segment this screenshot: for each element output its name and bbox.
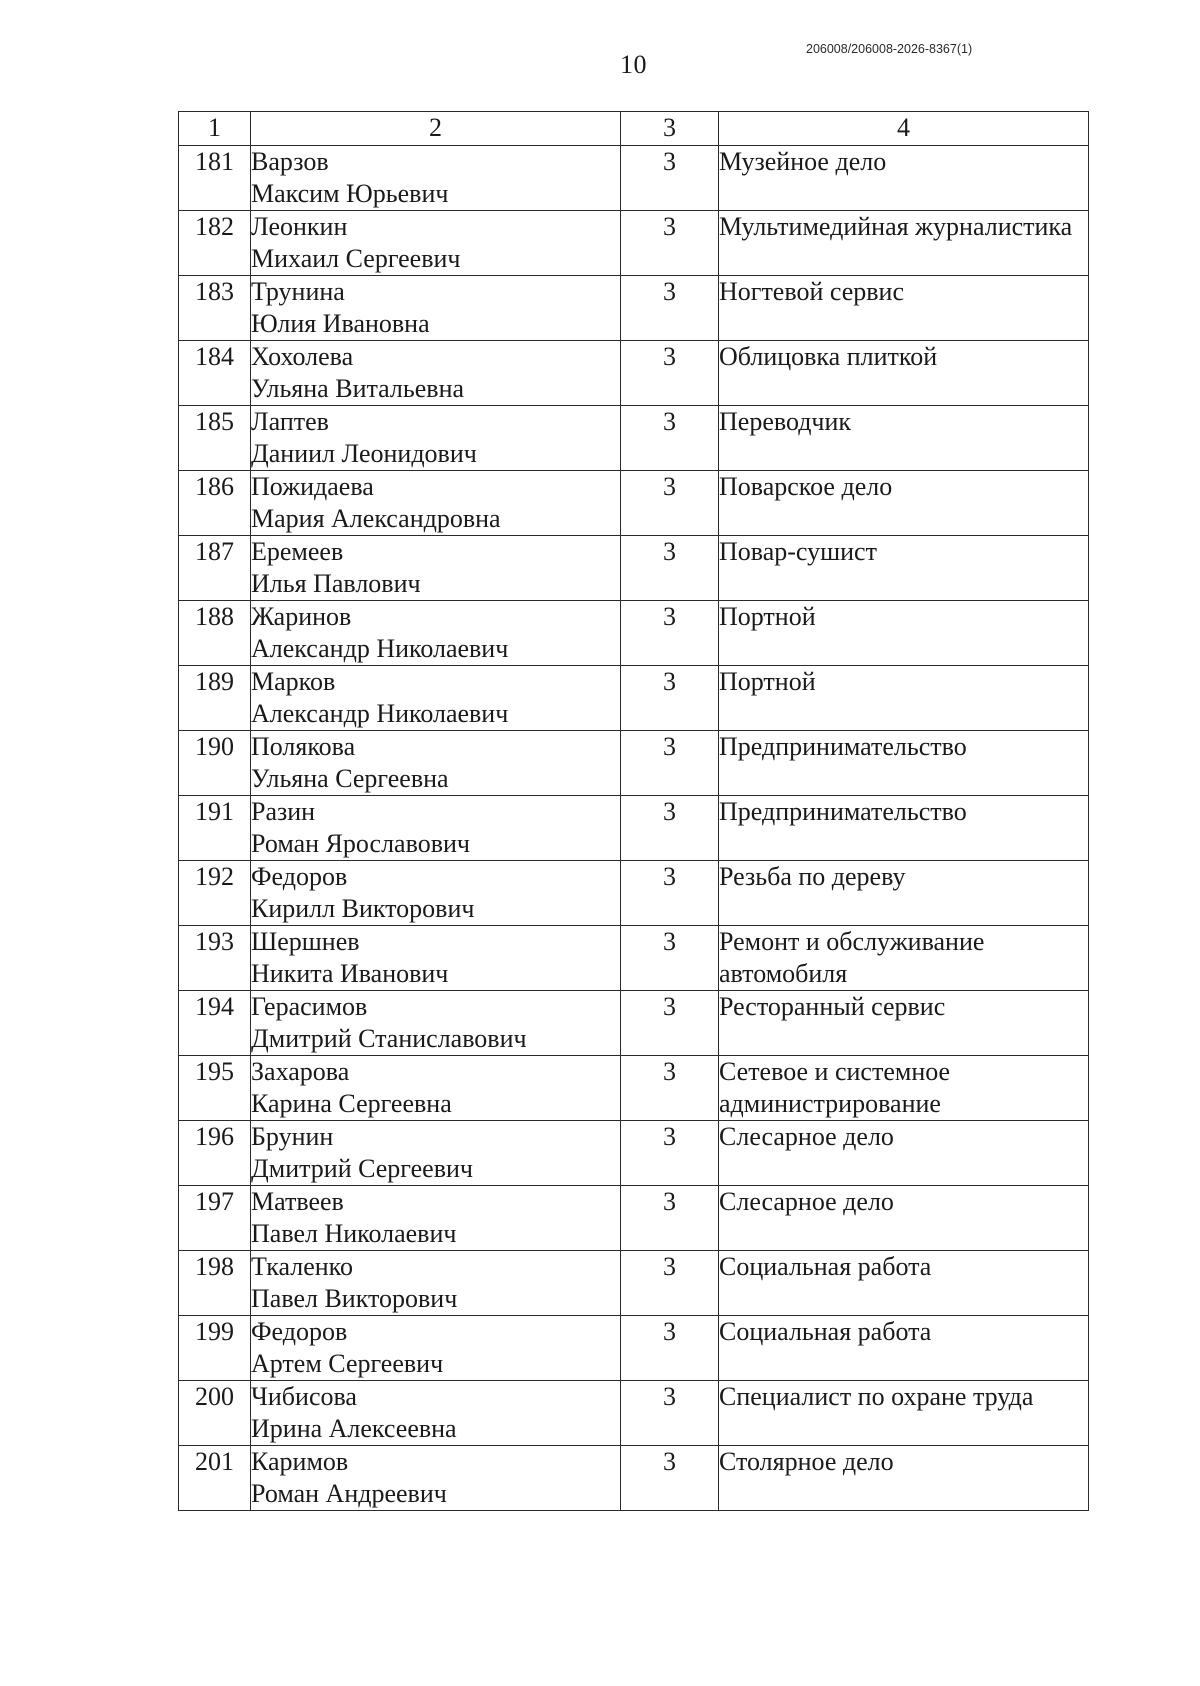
table-row <box>179 1446 1089 1511</box>
table-row <box>179 536 1089 601</box>
table-row <box>179 1381 1089 1446</box>
specialty: Ресторанный сервис <box>719 991 1089 1056</box>
table-row <box>179 861 1089 926</box>
person-name <box>251 1446 621 1511</box>
row-number: 185 <box>179 406 251 471</box>
table-row <box>179 146 1089 211</box>
row-number: 183 <box>179 276 251 341</box>
given-names: Даниил Леонидович <box>251 439 477 468</box>
specialty: Столярное дело <box>719 1446 1089 1511</box>
category: 3 <box>621 536 719 601</box>
row-number: 186 <box>179 471 251 536</box>
surname: Федоров <box>251 862 348 891</box>
surname: Разин <box>251 797 316 826</box>
given-names: Александр Николаевич <box>251 699 509 728</box>
table-row <box>179 1056 1089 1121</box>
row-number: 192 <box>179 861 251 926</box>
specialty: Специалист по охране труда <box>719 1381 1089 1446</box>
table-row <box>179 991 1089 1056</box>
specialty: Социальная работа <box>719 1316 1089 1381</box>
row-number: 191 <box>179 796 251 861</box>
category: 3 <box>621 1381 719 1446</box>
header-cell-2: 2 <box>251 112 621 146</box>
row-number: 181 <box>179 146 251 211</box>
surname: Шершнев <box>251 927 360 956</box>
header-cell-1: 1 <box>179 112 251 146</box>
category: 3 <box>621 926 719 991</box>
specialty: Портной <box>719 666 1089 731</box>
surname: Трунина <box>251 277 345 306</box>
table-header <box>179 112 1089 146</box>
given-names: Максим Юрьевич <box>251 179 449 208</box>
row-number: 200 <box>179 1381 251 1446</box>
given-names: Роман Ярославович <box>251 829 470 858</box>
table-row <box>179 341 1089 406</box>
surname: Леонкин <box>251 212 348 241</box>
table-row <box>179 1251 1089 1316</box>
page-number: 10 <box>620 50 647 79</box>
person-name <box>251 1251 621 1316</box>
row-number: 196 <box>179 1121 251 1186</box>
surname: Жаринов <box>251 602 352 631</box>
category: 3 <box>621 796 719 861</box>
surname: Полякова <box>251 732 356 761</box>
table-row <box>179 926 1089 991</box>
person-name <box>251 341 621 406</box>
specialty: Ногтевой сервис <box>719 276 1089 341</box>
category: 3 <box>621 211 719 276</box>
given-names: Артем Сергеевич <box>251 1349 444 1378</box>
person-name <box>251 1381 621 1446</box>
surname: Ткаленко <box>251 1252 353 1281</box>
person-name <box>251 276 621 341</box>
person-name <box>251 471 621 536</box>
given-names: Александр Николаевич <box>251 634 509 663</box>
person-name <box>251 406 621 471</box>
table-row <box>179 406 1089 471</box>
category: 3 <box>621 1316 719 1381</box>
category: 3 <box>621 1446 719 1511</box>
row-number: 190 <box>179 731 251 796</box>
specialty: Слесарное дело <box>719 1186 1089 1251</box>
category: 3 <box>621 406 719 471</box>
table-row <box>179 796 1089 861</box>
table-row <box>179 731 1089 796</box>
row-number: 193 <box>179 926 251 991</box>
table-row <box>179 211 1089 276</box>
row-number: 199 <box>179 1316 251 1381</box>
category: 3 <box>621 666 719 731</box>
given-names: Павел Николаевич <box>251 1219 457 1248</box>
table-row <box>179 1186 1089 1251</box>
row-number: 187 <box>179 536 251 601</box>
table-body <box>179 146 1089 1511</box>
category: 3 <box>621 1186 719 1251</box>
category: 3 <box>621 861 719 926</box>
given-names: Дмитрий Сергеевич <box>251 1154 473 1183</box>
category: 3 <box>621 1251 719 1316</box>
category: 3 <box>621 1056 719 1121</box>
category: 3 <box>621 731 719 796</box>
given-names: Ульяна Сергеевна <box>251 764 449 793</box>
person-name <box>251 601 621 666</box>
specialty: Облицовка плиткой <box>719 341 1089 406</box>
surname: Брунин <box>251 1122 334 1151</box>
given-names: Павел Викторович <box>251 1284 458 1313</box>
specialty: Ремонт и обслуживание автомобиля <box>719 926 1089 991</box>
specialty: Поварское дело <box>719 471 1089 536</box>
surname: Лаптев <box>251 407 329 436</box>
given-names: Дмитрий Станиславович <box>251 1024 527 1053</box>
header-row <box>179 112 1089 146</box>
given-names: Михаил Сергеевич <box>251 244 461 273</box>
person-name <box>251 666 621 731</box>
surname: Пожидаева <box>251 472 374 501</box>
person-name <box>251 146 621 211</box>
category: 3 <box>621 1121 719 1186</box>
person-name <box>251 1056 621 1121</box>
surname: Марков <box>251 667 336 696</box>
row-number: 182 <box>179 211 251 276</box>
row-number: 195 <box>179 1056 251 1121</box>
given-names: Роман Андреевич <box>251 1479 447 1508</box>
specialty: Портной <box>719 601 1089 666</box>
person-name <box>251 211 621 276</box>
person-name <box>251 796 621 861</box>
specialty: Музейное дело <box>719 146 1089 211</box>
row-number: 189 <box>179 666 251 731</box>
table-row <box>179 276 1089 341</box>
given-names: Илья Павлович <box>251 569 421 598</box>
person-name <box>251 1121 621 1186</box>
category: 3 <box>621 601 719 666</box>
given-names: Никита Иванович <box>251 959 449 988</box>
person-name <box>251 536 621 601</box>
table-row <box>179 601 1089 666</box>
surname: Каримов <box>251 1447 349 1476</box>
surname: Матвеев <box>251 1187 344 1216</box>
table-row <box>179 471 1089 536</box>
surname: Хохолева <box>251 342 354 371</box>
specialty: Слесарное дело <box>719 1121 1089 1186</box>
specialty: Мультимедийная журналистика <box>719 211 1089 276</box>
specialty: Предпринимательство <box>719 796 1089 861</box>
given-names: Мария Александровна <box>251 504 501 533</box>
surname: Еремеев <box>251 537 344 566</box>
person-name <box>251 731 621 796</box>
surname: Федоров <box>251 1317 348 1346</box>
table-row <box>179 1316 1089 1381</box>
surname: Чибисова <box>251 1382 357 1411</box>
row-number: 194 <box>179 991 251 1056</box>
specialty: Повар-сушист <box>719 536 1089 601</box>
category: 3 <box>621 341 719 406</box>
person-name <box>251 1316 621 1381</box>
specialty: Резьба по дереву <box>719 861 1089 926</box>
registry-table <box>178 111 1089 1511</box>
given-names: Карина Сергеевна <box>251 1089 452 1118</box>
surname: Захарова <box>251 1057 350 1086</box>
row-number: 198 <box>179 1251 251 1316</box>
category: 3 <box>621 276 719 341</box>
table-row <box>179 666 1089 731</box>
row-number: 197 <box>179 1186 251 1251</box>
surname: Варзов <box>251 147 329 176</box>
document-id: 206008/206008-2026-8367(1) <box>806 42 973 56</box>
specialty: Предпринимательство <box>719 731 1089 796</box>
person-name <box>251 1186 621 1251</box>
category: 3 <box>621 146 719 211</box>
category: 3 <box>621 991 719 1056</box>
row-number: 201 <box>179 1446 251 1511</box>
row-number: 184 <box>179 341 251 406</box>
specialty: Социальная работа <box>719 1251 1089 1316</box>
table-row <box>179 1121 1089 1186</box>
header-cell-4: 4 <box>719 112 1089 146</box>
category: 3 <box>621 471 719 536</box>
given-names: Юлия Ивановна <box>251 309 430 338</box>
surname: Герасимов <box>251 992 368 1021</box>
person-name <box>251 861 621 926</box>
specialty: Переводчик <box>719 406 1089 471</box>
person-name <box>251 926 621 991</box>
header-cell-3: 3 <box>621 112 719 146</box>
given-names: Ульяна Витальевна <box>251 374 465 403</box>
given-names: Кирилл Викторович <box>251 894 475 923</box>
specialty: Сетевое и системное администрирование <box>719 1056 1089 1121</box>
person-name <box>251 991 621 1056</box>
row-number: 188 <box>179 601 251 666</box>
given-names: Ирина Алексеевна <box>251 1414 457 1443</box>
